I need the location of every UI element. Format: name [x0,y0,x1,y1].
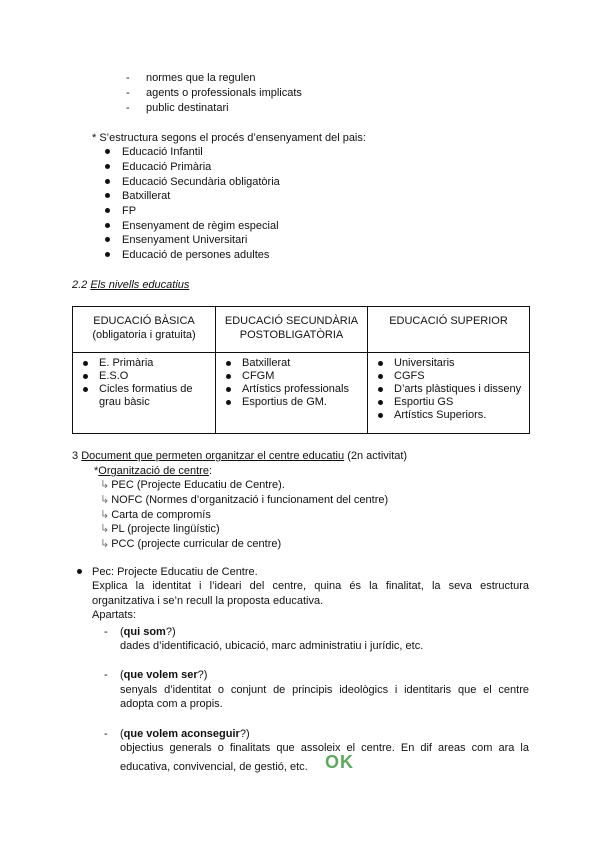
list-item: Educació Secundària obligatòria [104,175,280,189]
section-achieve: - (que volem aconseguir?) [104,728,250,740]
section-achieve-text: objectius generals o finalitats que assoleix el centre. En dif areas com ara la [120,742,529,754]
list-item: - agents o professionals implicats [126,87,302,99]
list-item: Ensenyament de règim especial [104,219,279,233]
table-cell-item: E.S.O [73,370,215,383]
arrow-icon: ↳ [100,494,110,506]
list-item: - normes que la regulen [126,72,256,84]
arrow-icon: ↳ [100,479,110,491]
pec-description-line: Explica la identitat i l’ideari del centre, quina és la finalitat, la seva estructura [92,580,529,592]
org-heading: *Organització de centre: [94,465,213,477]
list-item: ↳ NOFC (Normes d’organització i funcionament del centre) [100,494,389,506]
levels-heading: 2.2 Els nivells educatius [72,279,190,291]
table-header-basic: EDUCACIÓ BÀSICA (obligatoria i gratuita) [73,307,216,353]
section-who: - (qui som?) [104,626,176,638]
document-page: - normes que la regulen - agents o professionals implicats - public destinatari * S’estructura segons el procés d’ensenyament del pais: Educació Infantil Educació Primària Educació Secundària obligatòria Batxillerat FP Ensenyament de règim especial Ensenyament Universitari Educació de persones adultes 2.2 Els nivells educatius EDUCACIÓ BÀSICA (obligatoria i gratuita) EDUCACIÓ SECUNDÀRIA POSTOBLIGATÒRIA EDUCACIÓ SUPERIOR E. Primària E.S.O Cicles formatius de grau bàsic Batxillerat CFGM Artístics professionals Esportius de GM. Universitaris CGFS D’arts plàstiques i disseny Esportiu GS Artístics Superiors. 3 Document que permeten organitzar el centre educatiu (2n activitat) *Organització de centre: ↳ PEC (Projecte Educatiu de Centre). ↳ NOFC (Normes d’organització i funcionament del centre) ↳ Carta de compromís ↳ PL (projecte lingüístic) ↳ PCC (projecte curricular de centre) Pec: Projecte Educatiu de Centre. Explica la identitat i l’ideari del centre, quina és la finalitat, la seva estructura organitzativa i se’n recull la proposta educativa. Apartats: - (qui som?) dades d’identificació, ubicació, marc administratiu i jurídic, etc. - (que volem ser?) senyals d’identitat o conjunt de principis ideològics i identitaris que el centre adopta com a propis. - (que volem aconseguir?) objectius generals o finalitats que assoleix el centre. En dif areas com ara la educativa, convivencial, de gestió, etc. OK [72,72,529,773]
arrow-icon: ↳ [100,523,110,535]
list-item: Educació Infantil [104,145,203,159]
table-cell-item: CFGM [216,370,367,383]
ok-mark: OK [325,752,354,772]
list-item: Batxillerat [104,189,170,203]
list-item: - public destinatari [126,102,229,114]
list-item: ↳ PEC (Projecte Educatiu de Centre). [100,479,285,491]
table-cell-item: D’arts plàstiques i disseny [368,383,529,396]
structure-intro: * S’estructura segons el procés d’ensenyament del pais: [92,132,366,144]
table-cell-secondary [216,353,368,434]
table-header-superior: EDUCACIÓ SUPERIOR [368,307,530,353]
apartats-label: Apartats: [92,609,137,621]
table-cell-item: Universitaris [368,357,529,370]
table-cell-item: CGFS [368,370,529,383]
section3-heading: 3 Document que permeten organitzar el centre educatiu (2n activitat) [72,450,408,462]
section-achieve-text: educativa, convivencial, de gestió, etc. [120,761,308,773]
section-be: - (que volem ser?) [104,669,208,681]
levels-table [72,306,530,434]
table-cell-item: Cicles formatius de grau bàsic [73,383,215,409]
section-who-text: dades d’identificació, ubicació, marc administratiu i jurídic, etc. [120,640,424,652]
table-cell-item: Batxillerat [216,357,367,370]
list-item: Educació Primària [104,160,211,174]
section-be-text: adopta com a propis. [120,698,223,710]
list-item: ↳ PCC (projecte curricular de centre) [100,538,282,550]
table-cell-item: Artístics Superiors. [368,409,529,422]
list-item: ↳ Carta de compromís [100,509,211,521]
list-item: Ensenyament Universitari [104,233,247,247]
table-cell-item: Esportius de GM. [216,396,367,409]
table-cell-superior [368,353,530,434]
arrow-icon: ↳ [100,509,110,521]
section-be-text: senyals d’identitat o conjunt de principis ideològics i identitaris que el centre [120,684,529,696]
list-item: Educació de persones adultes [104,248,269,262]
table-cell-item: Esportiu GS [368,396,529,409]
list-item: FP [104,204,136,218]
table-cell-item: Artístics professionals [216,383,367,396]
table-cell-basic [73,353,216,434]
pec-description-line: organitzativa i se’n recull la proposta educativa. [92,595,324,607]
table-cell-item: E. Primària [73,357,215,370]
table-header-secondary: EDUCACIÓ SECUNDÀRIA POSTOBLIGATÒRIA [216,307,368,353]
arrow-icon: ↳ [100,538,110,550]
list-item: ↳ PL (projecte lingüístic) [100,523,220,535]
